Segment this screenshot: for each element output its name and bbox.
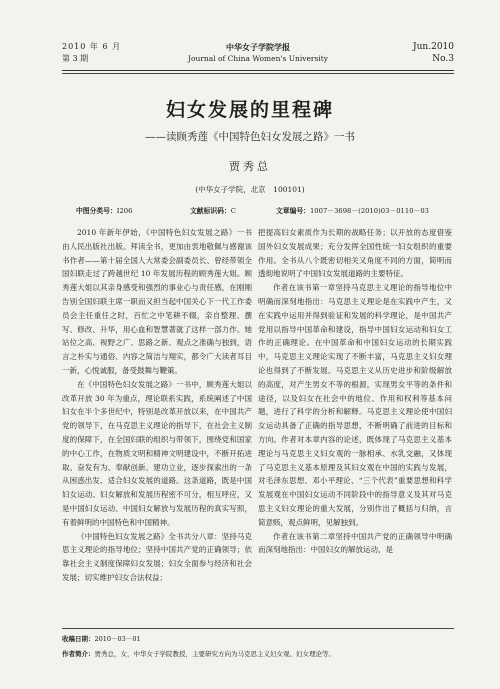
- author-bio: 作者简介：贾秀总，女，中华女子学院教授，主要研究方向为马克思主义妇女观、妇女理论等。: [62, 650, 335, 658]
- body-column-right: [258, 226, 452, 557]
- header-journal-cn: 中华女子学院学报: [226, 42, 290, 52]
- footnote-rule: [62, 628, 454, 629]
- header-rule-thin: [62, 73, 454, 74]
- paragraph: 作者在该书第二章坚持中国共产党的正确领导中明确而深刻地指出：中国妇女的解放运动，是: [258, 531, 452, 555]
- document-code: 文献标识码：C: [190, 207, 236, 215]
- header-rule: [62, 70, 454, 71]
- article-id: 文章编号：1007－3698－(2010)03－0110－03: [276, 207, 429, 215]
- running-header: [62, 42, 454, 68]
- received-date: 收稿日期：2010－03－01: [62, 635, 141, 643]
- author-affiliation: (中华女子学院，北京 100101): [195, 185, 305, 194]
- article-author: 贾秀总: [229, 160, 271, 173]
- header-issue-en: No.3: [432, 54, 454, 64]
- paragraph: 《中国特色妇女发展之路》全书共分八章：坚持马克思主义理论的指导地位；坚持中国共产党的正确领导；依靠社会主义制度保障妇女发展；妇女全面参与经济和社会发展；切实维护妇女合法权益；: [62, 531, 252, 582]
- header-date: 2010 年 6 月: [62, 42, 122, 51]
- paragraph: 在《中国特色妇女发展之路》一书中，顾秀莲大姐以改革开放 30 年为重点，理论联系实践，系统阐述了中国妇女在半个多世纪中，特别是改革开放以来，在中国共产党的领导下，在马克思主义理论的指导下，在社会主义制度的保障下，在全国妇联的组织与带领下，围绕党和国家的中心工作，在物质文明和精神文明建设中，不断开拓进取、奋发有为、奉献创新、建功立业，逐步探索出的一条从困惑出发、适合妇女发展的道路。这条道路，既是中国妇女运动、妇女解放和发展历程密不可分，相互呼应，又是中国妇女运动、中国妇女解放与发展历程的真实写照，有着鲜明的中国特色和中国精神。: [62, 379, 252, 527]
- header-date-en: Jun.2010: [413, 42, 454, 52]
- header-journal-en: Journal of China Women's University: [187, 54, 329, 63]
- header-issue: 第 3 期: [62, 54, 89, 63]
- article-subtitle: ——读顾秀莲《中国特色妇女发展之路》一书: [145, 131, 355, 143]
- paragraph: 2010 年新年伊始，《中国特色妇女发展之路》一书由人民出版社出版。拜读全书，更加由衷地敬佩与感谢该书作者——第十届全国人大常委会副委员长、曾经带领全国妇联走过了跨越世纪 10 年发展历程的顾秀莲大姐。顾秀莲大姐以其亲身感受和强烈的事业心与责任感，在刚刚告别全国妇联主席一职而又担当起中国关心下一代工作委员会主任重任之时，百忙之中笔耕不辍，亲自整理、撰写、修改、升华，用心血和智慧著就了这样一部力作。她站位之高、视野之广、思路之新、观点之准确与独到，语言之朴实与通俗、内容之简洁与翔实，都令广大读者耳目一新，心悦诚服，备受鼓舞与鞭策。: [62, 228, 252, 375]
- article-title: 妇女发展的里程碑: [165, 99, 334, 121]
- paragraph: 作者在该书第一章坚持马克思主义理论的指导地位中明确而深刻地指出：马克思主义理论是在实践中产生，又在实践中运用并得到验证和发展的科学理论，是中国共产党用以指导中国革命和建设，指导中国妇女运动和妇女工作的正确理论。在中国革命和中国妇女运动的长期实践中，马克思主义理论实现了不断丰富，马克思主义妇女理论也得到了不断发展。马克思主义从历史进步和阶级解放的高度，对产生男女不等的根源，实现男女平等的条件和途径，以及妇女在社会中的地位、作用和权利等基本问题，进行了科学的分析和解释。马克思主义理论使中国妇女运动具备了正确的指导思想，不断明确了前进的目标和方向。作者对本章内容的论述，既体现了马克思主义基本理论与马克思主义妇女观的一脉相承、水乳交融，又体现了马克思主义基本原理及其妇女观在中国的实践与发展，对毛泽东思想、邓小平理论、“三个代表”重要思想和科学发展观在中国妇女运动不同阶段中的指导意义及其对马克思主义妇女理论的重大发展，分别作出了概括与归纳，言简意赅，观点鲜明，见解独到。: [258, 283, 452, 527]
- clc-number: 中图分类号：I206: [76, 207, 133, 215]
- paragraph-continued: 把提高妇女素质作为长期的战略任务；以开放的态度借鉴国外妇女发展成果；充分发挥全国性统一妇女组织的重要作用。全书从八个既密切相关又角度不同的方面，简明而透彻地说明了中国妇女发展道路的主要特征。: [258, 228, 452, 279]
- article-metadata: [76, 205, 454, 215]
- body-column-left: [62, 226, 252, 585]
